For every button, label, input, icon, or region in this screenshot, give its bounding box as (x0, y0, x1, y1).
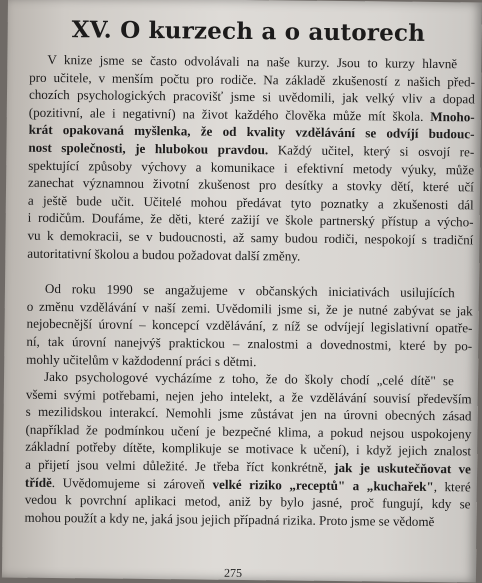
paragraph-3 (24, 368, 472, 531)
bold-text: Mnoho- (430, 108, 475, 125)
text-span: s mezilidskou interakcí. Nemohli jsme zůstávat jen na úrovni obecných zásad (25, 404, 472, 424)
text-span: a přijetí jsou velmi důležité. Je třeba říct konkrétně, (25, 456, 335, 476)
bold-text: třídě (24, 474, 52, 490)
text-span: Každý učitel, který si osvojí re- (268, 142, 475, 160)
text-span: mohly učitelům v každodenní práci s dětmi. (26, 351, 257, 369)
text-span: základní potřeby dítěte, komplikuje se motivace k učení), i když jejich znalost (25, 439, 472, 459)
book-page (2, 0, 482, 582)
text-span: Od roku 1990 se angažujeme v občanských iniciativách usilujících (44, 281, 455, 301)
text-span: mohou použít a kdy ne, jaká jsou jejich případná rizika. Proto jsme se vědomě (24, 509, 435, 529)
page-content (24, 16, 475, 531)
text-span: nejobecnější úrovní – koncepcí vzdělávání, z níž se odvíjejí legislativní opatře- (26, 316, 473, 336)
paragraph-1 (27, 51, 475, 267)
text-span: vu k demokracii, se v budoucnosti, až samy budou rodiči, nespokojí s tradiční (27, 227, 474, 248)
text-span: (pozitivní, ale i negativní) na život každého člověka může mít škola. (28, 104, 431, 124)
text-span: , které (433, 478, 471, 495)
text-span: všemi svými potřebami, nejen jeho intelekt, a že vzdělávání souvisí především (25, 386, 472, 407)
text-span: a ještě bude učit. Učitelé mohou předávat tyto poznatky a zkušenosti dál (27, 192, 474, 213)
text-span: V knize jsme se často odvolávali na naše kurzy. Jsou to kurzy hlavně (47, 51, 458, 72)
text-span: autoritativní školou a budou požadovat další změny. (27, 245, 301, 264)
bold-text: nost společnosti, je hlubokou pravdou. (28, 139, 269, 158)
text-line (24, 509, 470, 531)
paragraph-2 (26, 280, 473, 373)
bold-text: jak je uskutečňovat ve (334, 460, 471, 477)
text-span: ní, tak úrovní nanejvýš praktickou – znalostmi a dovednostmi, které by po- (26, 333, 473, 354)
text-span: . Uvědomujeme si zároveň (51, 474, 213, 492)
text-span: o změnu vzdělávání v naší zemi. Uvědomili jsme si, že je nutné zabývat se jak (26, 298, 473, 319)
text-span: i rodičům. Doufáme, že děti, které zažijí ve škole partnerský přístup a výcho- (27, 210, 474, 230)
text-span: Jako psychologové vycházíme z toho, že do školy chodí „celé dítě" se (43, 369, 454, 389)
bold-text: krát opakovaná myšlenka, že od kvality vzdělávání se odvíjí budouc- (28, 122, 475, 142)
page-number: 275 (223, 565, 243, 580)
text-span: pro učitele, v menším počtu pro rodiče. Na základě zkušeností z našich před- (29, 69, 476, 90)
text-span: chozích psychologických pracovišť jsme si uvědomili, jak velký vliv a dopad (28, 86, 475, 107)
text-span: zanechat významnou životní zkušenost pro desítky a stovky dětí, které učí (27, 174, 474, 195)
chapter-title: XV. O kurzech a o autorech (71, 16, 426, 47)
text-span: (například že podmínkou učení je bezpečné klima, a pokud nejsou uspokojeny (25, 421, 472, 442)
bold-text: velké riziko „receptů" a „kuchařek" (212, 476, 434, 494)
text-span: vedou k povrchní aplikaci metod, aniž by bylo jasné, proč fungují, kdy se (24, 491, 471, 512)
text-span: spektující způsoby výchovy a komunikace i efektivní metody výuky, může (28, 157, 475, 177)
